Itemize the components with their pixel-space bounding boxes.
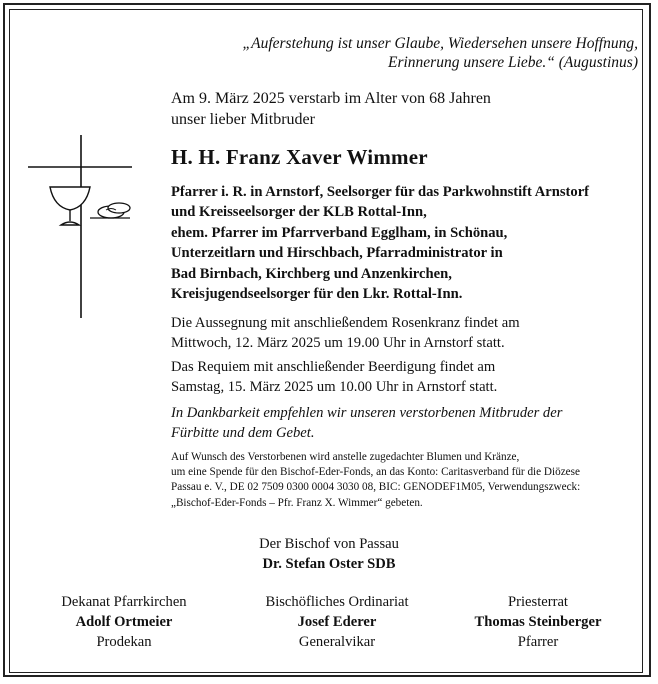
signatory-name: Thomas Steinberger <box>474 614 602 630</box>
signatory-name: Adolf Ortmeier <box>75 614 173 630</box>
intro <box>171 88 491 130</box>
role-line: Kreisjugendseelsorger für den Lkr. Rottal-Inn. <box>171 286 463 303</box>
signatory-org: Priesterrat <box>508 594 568 610</box>
role-line: Unterzeitlarn und Hirschbach, Pfarradministrator in <box>171 245 503 262</box>
thanks-note <box>171 403 562 443</box>
blessing-announcement <box>171 313 520 353</box>
role-line: und Kreisseelsorger der KLB Rottal-Inn, <box>171 204 427 221</box>
donation-line: um eine Spende für den Bischof-Eder-Fonds, an das Konto: Caritasverband für die Diözese <box>171 466 580 479</box>
bishop-title: Der Bischof von Passau <box>259 536 399 552</box>
quote-line-1: „Auferstehung ist unser Glaube, Wiedersehen unsere Hoffnung, <box>242 35 638 52</box>
role-line: Bad Birnbach, Kirchberg und Anzenkirchen, <box>171 265 452 282</box>
blessing-line-2: Mittwoch, 12. März 2025 um 19.00 Uhr in Arnstorf statt. <box>171 335 505 351</box>
requiem-announcement <box>171 357 497 397</box>
intro-line-2: unser lieber Mitbruder <box>171 111 315 128</box>
quote-line-2: Erinnerung unsere Liebe.“ (Augustinus) <box>388 54 638 71</box>
requiem-line-1: Das Requiem mit anschließender Beerdigung findet am <box>171 359 496 375</box>
signatory-priesterrat <box>428 592 648 652</box>
signatory-org: Bischöfliches Ordinariat <box>265 594 409 610</box>
signatory-role: Prodekan <box>96 634 152 650</box>
role-line: Pfarrer i. R. in Arnstorf, Seelsorger für das Parkwohnstift Arnstorf <box>171 184 590 200</box>
donation-line: „Bischof-Eder-Fonds – Pfr. Franz X. Wimmer“ gebeten. <box>171 496 423 509</box>
requiem-line-2: Samstag, 15. März 2025 um 10.00 Uhr in Arnstorf statt. <box>171 379 498 395</box>
signatory-role: Pfarrer <box>517 634 559 650</box>
deceased-name: H. H. Franz Xaver Wimmer <box>171 145 428 169</box>
signatory-role: Generalvikar <box>298 634 376 650</box>
signatory-ordinariat <box>227 592 447 652</box>
thanks-line-1: In Dankbarkeit empfehlen wir unseren verstorbenen Mitbruder der <box>171 405 563 421</box>
intro-line-1: Am 9. März 2025 verstarb im Alter von 68 Jahren <box>171 90 491 107</box>
blessing-line-1: Die Aussegnung mit anschließendem Rosenkranz findet am <box>171 315 520 331</box>
donation-line: Passau e. V., DE 02 7509 0300 0004 3030 08, BIC: GENODEF1M05, Verwendungszweck: <box>171 481 581 494</box>
donation-line: Auf Wunsch des Verstorbenen wird anstelle zugedachter Blumen und Kränze, <box>171 451 520 463</box>
roles-list <box>171 182 589 304</box>
signatory-name: Josef Ederer <box>297 614 377 630</box>
signatory-org: Dekanat Pfarrkirchen <box>61 594 187 610</box>
donation-note <box>171 450 580 511</box>
signatory-dekanat <box>14 592 234 652</box>
quote <box>243 34 639 72</box>
cross-chalice-bread-icon <box>28 135 138 320</box>
role-line: ehem. Pfarrer im Pfarrverband Egglham, in Schönau, <box>171 224 508 241</box>
thanks-line-2: Fürbitte und dem Gebet. <box>171 425 315 441</box>
bishop-name: Dr. Stefan Oster SDB <box>262 556 396 572</box>
